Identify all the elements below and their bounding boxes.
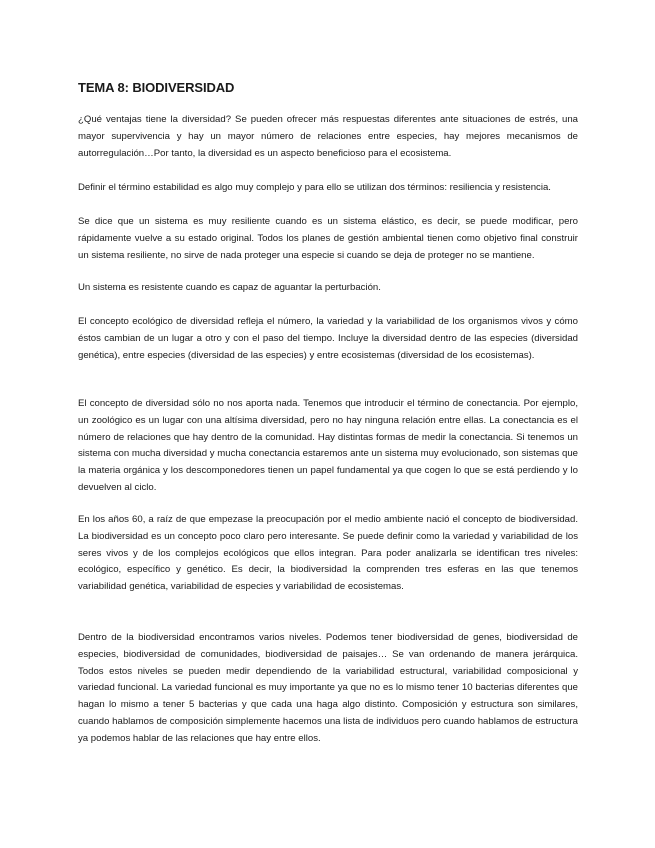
- paragraph-resiliencia: Se dice que un sistema es muy resiliente cuando es un sistema elástico, es decir, se puede modificar, pero rápidamente vuelve a su estado original. Todos los planes de gestión ambiental tienen como objetivo final construir un sistema resiliente, no sirve de nada proteger una especie si cuando se deja de proteger no se mantiene.: [78, 216, 578, 261]
- document-title: TEMA 8: BIODIVERSIDAD: [78, 80, 235, 95]
- paragraph-biodiversidad-origen: En los años 60, a raíz de que empezase la preocupación por el medio ambiente nació el concepto de biodiversidad. La biodiversidad es un concepto poco claro pero interesante. Se puede definir como la variedad y variabilidad de los seres vivos y de los complejos ecológicos que ellos integran. Para poder analizarla se identifican tres niveles: ecológico, específico y genético. Es decir, la biodiversidad la comprenden tres esferas en las que tenemos variabilidad genética, variabilidad de especies y variabilidad de ecosistemas.: [78, 514, 578, 593]
- paragraph-ventajas: ¿Qué ventajas tiene la diversidad? Se pueden ofrecer más respuestas diferentes ante situaciones de estrés, una mayor supervivencia y hay un mayor número de relaciones entre especies, hay mejores mecanismos de autorregulación…Por tanto, la diversidad es un aspecto beneficioso para el ecosistema.: [78, 114, 578, 159]
- paragraph-estabilidad: Definir el término estabilidad es algo muy complejo y para ello se utilizan dos términos: resiliencia y resistencia.: [78, 182, 551, 193]
- paragraph-concepto-ecologico: El concepto ecológico de diversidad refleja el número, la variedad y la variabilidad de los organismos vivos y cómo éstos cambian de un lugar a otro y con el paso del tiempo. Incluye la diversidad dentro de las especies (diversidad genética), entre especies (diversidad de las especies) y entre ecosistemas (diversidad de los ecosistemas).: [78, 316, 578, 361]
- paragraph-resistencia: Un sistema es resistente cuando es capaz de aguantar la perturbación.: [78, 282, 381, 293]
- paragraph-conectancia: El concepto de diversidad sólo no nos aporta nada. Tenemos que introducir el término de conectancia. Por ejemplo, un zoológico es un lugar con una altísima diversidad, pero no hay ninguna relación entre ellas. La conectancia es el número de relaciones que hay dentro de la comunidad. Hay distintas formas de medir la conectancia. Si tenemos un sistema con mucha diversidad y mucha conectancia estaremos ante un sistema muy evolucionado, son sistemas que la materia orgánica y los descomponedores tienen un papel fundamental ya que cogen lo que se está perdiendo y lo devuelven al ciclo.: [78, 398, 578, 493]
- paragraph-niveles: Dentro de la biodiversidad encontramos varios niveles. Podemos tener biodiversidad de genes, biodiversidad de especies, biodiversidad de comunidades, biodiversidad de paisajes… Se van ordenando de manera jerárquica. Todos estos niveles se pueden medir dependiendo de la variabilidad estructural, variabilidad composicional y variedad funcional. La variedad funcional es muy importante ya que no es lo mismo tener 10 bacterias diferentes que hagan lo mismo a tener 5 bacterias y que cada una haga algo distinto. Composición y estructura son similares, cuando hablamos de composición simplemente hacemos una lista de individuos pero cuando hablamos de estructura ya podemos hablar de las relaciones que hay entre ellos.: [78, 632, 578, 744]
